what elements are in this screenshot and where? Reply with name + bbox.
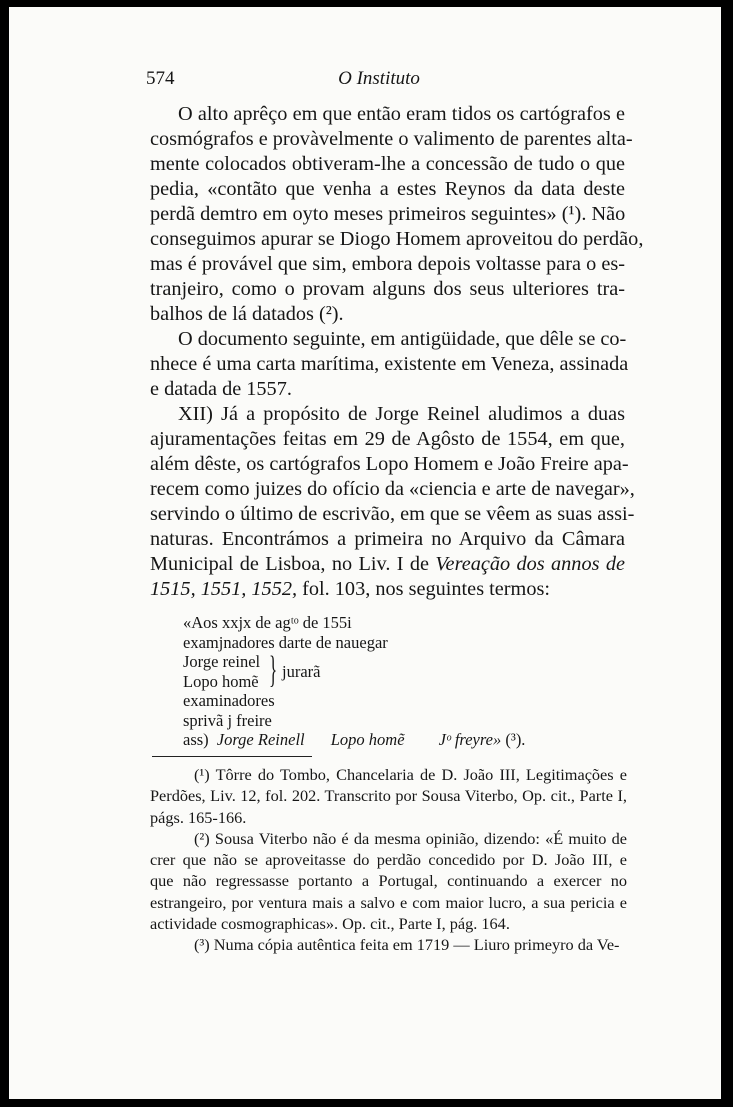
text-line: perdã demtro em oyto meses primeiros seguintes» (¹). Não	[150, 203, 626, 225]
text-line: servindo o último de escrivão, em que se vêem as suas assi-	[150, 503, 635, 525]
signature: Jorge Reinell	[216, 730, 305, 749]
book-page	[9, 7, 721, 1099]
text-line: conseguimos apurar se Diogo Homem aproveitou do perdão,	[150, 228, 644, 250]
quote-line: sprivã j freire	[183, 710, 272, 730]
text-line	[150, 552, 625, 577]
text-line: e datada de 1557.	[150, 378, 292, 400]
footnote-2	[150, 828, 627, 934]
text-line: O documento seguinte, em antigüidade, que dêle se co-	[178, 328, 627, 350]
text-line: que não regressasse portanto a Portugal, continuando a exercer no	[150, 871, 627, 891]
footnote-divider	[152, 756, 312, 757]
text-line: ajuramentações feitas em 29 de Agôsto de 1554, em que,	[150, 428, 625, 450]
text-line: págs. 165-166.	[150, 807, 247, 827]
footnote-3	[150, 934, 627, 955]
quote-line: examjnadores darte de nauegar	[183, 632, 388, 652]
brace-value: jurarã	[282, 662, 321, 681]
footnotes	[150, 764, 627, 956]
curly-brace-icon: }	[269, 649, 278, 691]
text-line: cosmógrafos e provàvelmente o valimento de parentes alta-	[150, 128, 633, 150]
quote-line: examinadores	[183, 691, 275, 710]
text-line: (¹) Tôrre do Tombo, Chancelaria de D. João III, Legitimações e	[194, 765, 627, 784]
text-line: recem como juizes do ofício da «ciencia e arte de navegar»,	[150, 478, 635, 500]
text-line: XII) Já a propósito de Jorge Reinel aludimos a duas	[178, 403, 625, 425]
quote-line: «Aos xxjx de agᵗᵒ de 155i	[183, 613, 352, 632]
quoted-document	[183, 613, 633, 750]
signature-prefix: ass)	[183, 730, 209, 749]
quote-name: Jorge reinel	[183, 652, 261, 671]
text-line: estrangeiro, por ventura mais a salvo e com maior lucro, a sua pericia e	[150, 892, 627, 912]
book-title-years: 1515, 1551, 1552,	[150, 578, 298, 600]
signature: Jᵒ freyre»	[438, 730, 502, 749]
paragraph-2	[150, 327, 629, 402]
text-line: O alto aprêço em que então eram tidos os cartógrafos e	[178, 103, 625, 125]
text-line: nhece é uma carta marítima, existente em Veneza, assinada	[150, 353, 629, 375]
brace-names	[183, 652, 260, 691]
body-text	[150, 102, 644, 602]
text-line	[150, 577, 625, 602]
text-line: actividade cosmographicas». Op. cit., Parte I, pág. 164.	[150, 914, 510, 934]
page-number: 574	[146, 68, 175, 89]
footnote-ref: (³).	[505, 730, 526, 749]
page-header	[9, 68, 721, 92]
text-line: além dêste, os cartógrafos Lopo Homem e João Freire apa-	[150, 453, 629, 475]
text-line: tranjeiro, como o provam alguns dos seus ulteriores tra-	[150, 278, 625, 300]
text-line: Perdões, Liv. 12, fol. 202. Transcrito por Sousa Viterbo, Op. cit., Parte I,	[150, 786, 627, 806]
book-title: Vereação dos annos de	[435, 553, 625, 575]
quote-name: Lopo homẽ	[183, 671, 259, 691]
text-line: pedia, «contãto que venha a estes Reynos da data deste	[150, 178, 625, 200]
text-line: (²) Sousa Viterbo não é da mesma opinião, dizendo: «É muito de	[194, 828, 627, 848]
paragraph-1	[150, 102, 644, 327]
signature-line	[183, 730, 633, 750]
brace-group	[183, 649, 633, 691]
text-line: crer que não se aproveitasse do perdão concedido por D. João III, e	[150, 850, 627, 870]
signature: Lopo homẽ	[330, 730, 405, 749]
paragraph-3	[150, 402, 635, 602]
footnote-1	[150, 764, 627, 828]
text-fragment: fol. 103, nos seguintes termos:	[302, 578, 550, 600]
text-line: mas é provável que sim, embora depois voltasse para o es-	[150, 253, 625, 275]
running-title: O Instituto	[338, 68, 420, 89]
text-line: naturas. Encontrámos a primeira no Arquivo da Câmara	[150, 528, 625, 550]
text-line: (³) Numa cópia autêntica feita em 1719 — Liuro primeyro da Ve-	[194, 935, 620, 955]
text-line: mente colocados obtiveram-lhe a concessão de tudo o que	[150, 153, 625, 175]
text-fragment: Municipal de Lisboa, no Liv. I de	[150, 553, 430, 575]
text-line: balhos de lá datados (²).	[150, 303, 344, 325]
